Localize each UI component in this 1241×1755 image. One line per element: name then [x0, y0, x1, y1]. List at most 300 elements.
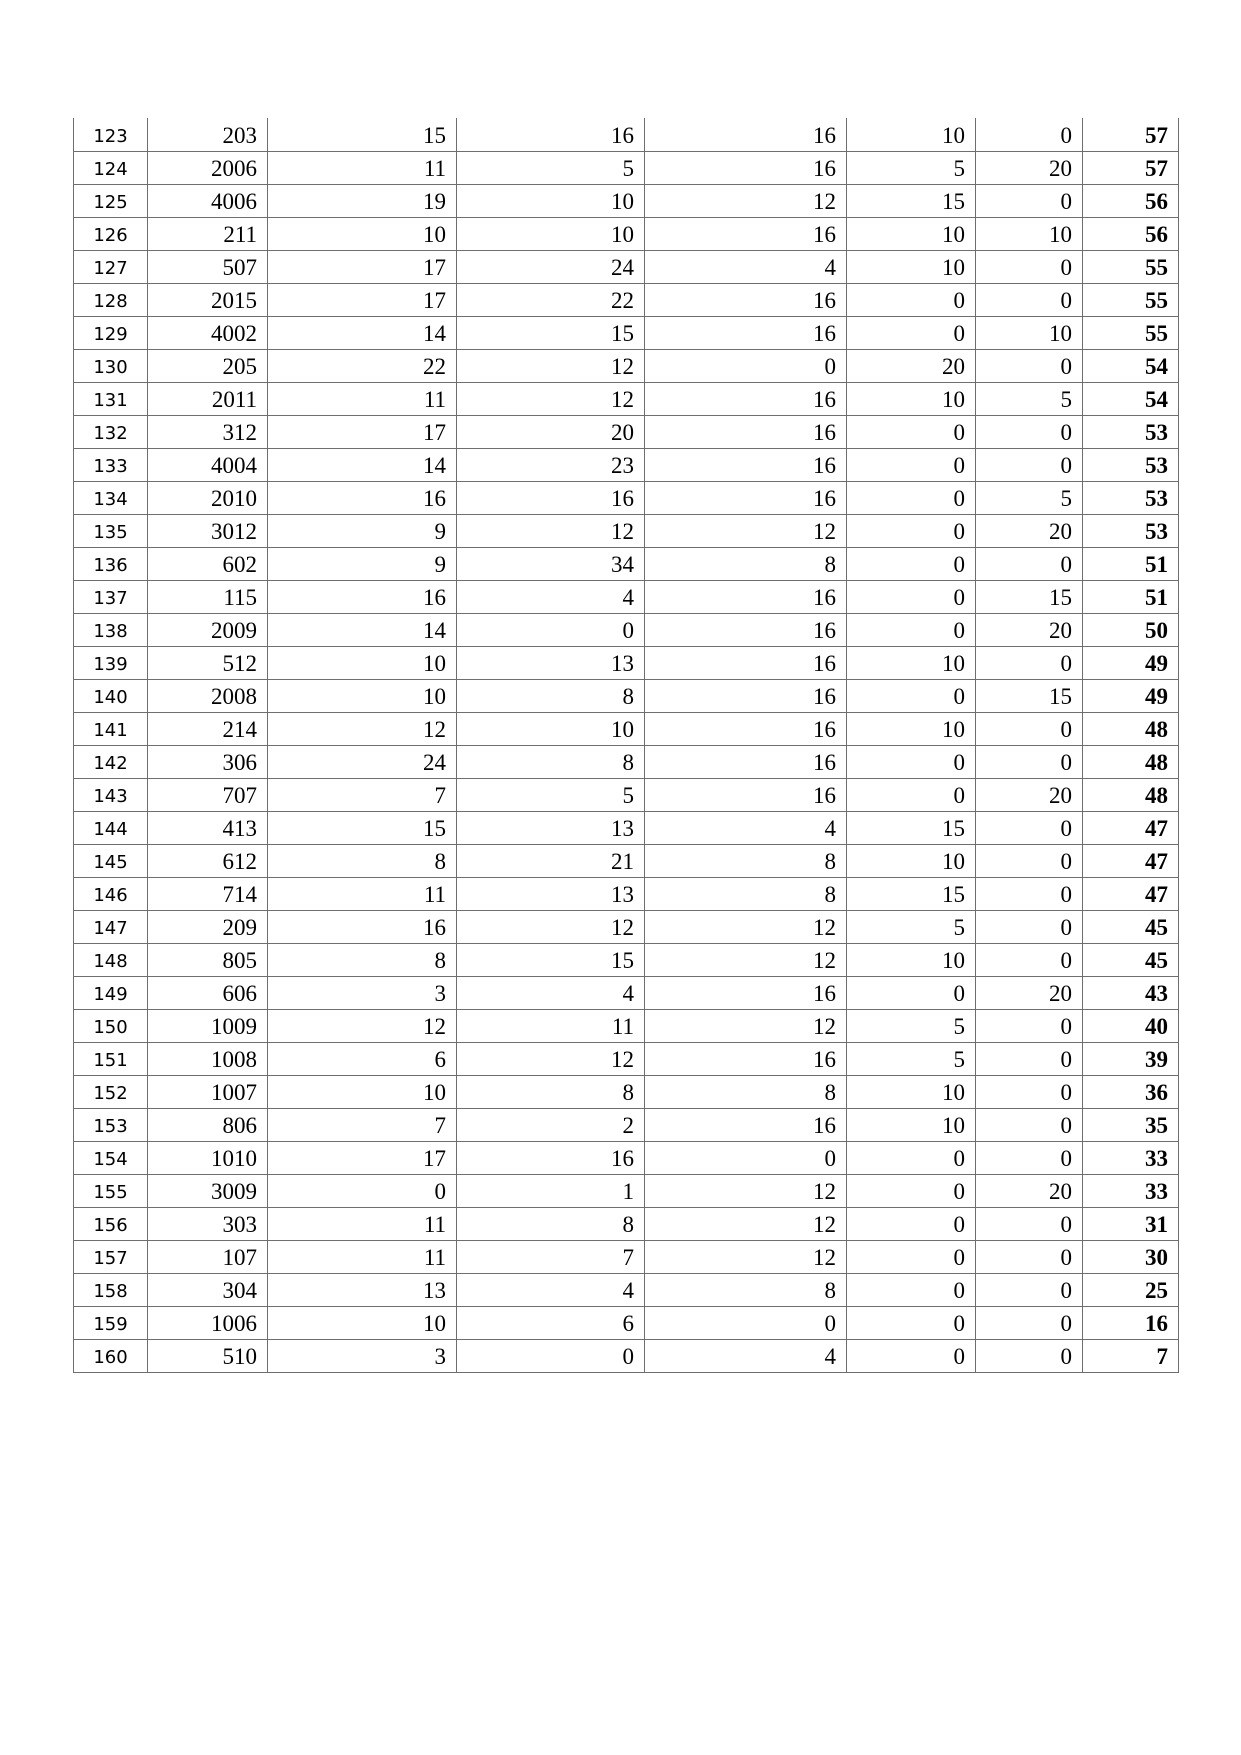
- score-4-cell: 0: [847, 1240, 976, 1273]
- rank-cell: 126: [74, 217, 148, 250]
- table-row: [74, 712, 1179, 745]
- score-5-cell: 5: [976, 382, 1083, 415]
- score-table-body: [74, 118, 1179, 1372]
- id-cell: 1010: [148, 1141, 268, 1174]
- table-row: [74, 415, 1179, 448]
- score-3-cell: 16: [645, 481, 847, 514]
- score-3-cell: 12: [645, 1240, 847, 1273]
- table-row: [74, 217, 1179, 250]
- table-row: [74, 1075, 1179, 1108]
- rank-cell: 159: [74, 1306, 148, 1339]
- table-row: [74, 547, 1179, 580]
- score-2-cell: 24: [457, 250, 645, 283]
- score-2-cell: 8: [457, 745, 645, 778]
- score-5-cell: 20: [976, 514, 1083, 547]
- table-row: [74, 976, 1179, 1009]
- score-2-cell: 1: [457, 1174, 645, 1207]
- total-cell: 55: [1083, 250, 1179, 283]
- score-5-cell: 0: [976, 1108, 1083, 1141]
- score-2-cell: 12: [457, 514, 645, 547]
- total-cell: 36: [1083, 1075, 1179, 1108]
- score-2-cell: 34: [457, 547, 645, 580]
- id-cell: 4006: [148, 184, 268, 217]
- score-2-cell: 8: [457, 679, 645, 712]
- score-4-cell: 10: [847, 1108, 976, 1141]
- score-5-cell: 0: [976, 1306, 1083, 1339]
- score-2-cell: 0: [457, 1339, 645, 1372]
- table-row: [74, 250, 1179, 283]
- rank-cell: 144: [74, 811, 148, 844]
- table-row: [74, 1009, 1179, 1042]
- score-1-cell: 13: [268, 1273, 457, 1306]
- score-3-cell: 8: [645, 1273, 847, 1306]
- score-1-cell: 8: [268, 844, 457, 877]
- score-5-cell: 0: [976, 415, 1083, 448]
- id-cell: 304: [148, 1273, 268, 1306]
- score-1-cell: 16: [268, 910, 457, 943]
- score-4-cell: 20: [847, 349, 976, 382]
- rank-cell: 127: [74, 250, 148, 283]
- score-5-cell: 0: [976, 1141, 1083, 1174]
- score-3-cell: 16: [645, 382, 847, 415]
- score-2-cell: 12: [457, 1042, 645, 1075]
- score-1-cell: 14: [268, 316, 457, 349]
- score-2-cell: 4: [457, 976, 645, 1009]
- score-4-cell: 0: [847, 481, 976, 514]
- score-5-cell: 10: [976, 316, 1083, 349]
- total-cell: 56: [1083, 217, 1179, 250]
- score-3-cell: 12: [645, 943, 847, 976]
- id-cell: 2015: [148, 283, 268, 316]
- score-2-cell: 15: [457, 943, 645, 976]
- score-1-cell: 9: [268, 547, 457, 580]
- score-2-cell: 10: [457, 712, 645, 745]
- score-1-cell: 15: [268, 118, 457, 151]
- id-cell: 211: [148, 217, 268, 250]
- rank-cell: 146: [74, 877, 148, 910]
- score-3-cell: 16: [645, 976, 847, 1009]
- rank-cell: 123: [74, 118, 148, 151]
- id-cell: 602: [148, 547, 268, 580]
- id-cell: 2009: [148, 613, 268, 646]
- rank-cell: 133: [74, 448, 148, 481]
- table-row: [74, 778, 1179, 811]
- rank-cell: 150: [74, 1009, 148, 1042]
- table-row: [74, 1042, 1179, 1075]
- rank-cell: 156: [74, 1207, 148, 1240]
- rank-cell: 153: [74, 1108, 148, 1141]
- score-4-cell: 0: [847, 283, 976, 316]
- table-row: [74, 877, 1179, 910]
- score-5-cell: 0: [976, 811, 1083, 844]
- total-cell: 53: [1083, 415, 1179, 448]
- score-1-cell: 3: [268, 1339, 457, 1372]
- table-row: [74, 679, 1179, 712]
- score-5-cell: 0: [976, 1009, 1083, 1042]
- rank-cell: 160: [74, 1339, 148, 1372]
- id-cell: 303: [148, 1207, 268, 1240]
- rank-cell: 151: [74, 1042, 148, 1075]
- score-1-cell: 11: [268, 1207, 457, 1240]
- score-4-cell: 10: [847, 844, 976, 877]
- id-cell: 306: [148, 745, 268, 778]
- id-cell: 714: [148, 877, 268, 910]
- id-cell: 2008: [148, 679, 268, 712]
- table-row: [74, 184, 1179, 217]
- id-cell: 2011: [148, 382, 268, 415]
- table-row: [74, 283, 1179, 316]
- id-cell: 507: [148, 250, 268, 283]
- table-row: [74, 1108, 1179, 1141]
- score-4-cell: 10: [847, 250, 976, 283]
- id-cell: 3009: [148, 1174, 268, 1207]
- score-2-cell: 11: [457, 1009, 645, 1042]
- score-table: [73, 118, 1179, 1373]
- score-1-cell: 12: [268, 712, 457, 745]
- score-1-cell: 11: [268, 877, 457, 910]
- score-3-cell: 16: [645, 217, 847, 250]
- table-row: [74, 910, 1179, 943]
- table-row: [74, 613, 1179, 646]
- total-cell: 45: [1083, 910, 1179, 943]
- score-5-cell: 0: [976, 184, 1083, 217]
- total-cell: 48: [1083, 712, 1179, 745]
- score-5-cell: 0: [976, 250, 1083, 283]
- table-row: [74, 1306, 1179, 1339]
- id-cell: 205: [148, 349, 268, 382]
- score-3-cell: 16: [645, 118, 847, 151]
- table-row: [74, 811, 1179, 844]
- id-cell: 512: [148, 646, 268, 679]
- rank-cell: 125: [74, 184, 148, 217]
- score-5-cell: 20: [976, 1174, 1083, 1207]
- id-cell: 4004: [148, 448, 268, 481]
- score-2-cell: 22: [457, 283, 645, 316]
- score-4-cell: 0: [847, 976, 976, 1009]
- score-1-cell: 10: [268, 679, 457, 712]
- rank-cell: 143: [74, 778, 148, 811]
- score-1-cell: 10: [268, 1075, 457, 1108]
- total-cell: 55: [1083, 316, 1179, 349]
- score-2-cell: 15: [457, 316, 645, 349]
- id-cell: 606: [148, 976, 268, 1009]
- score-1-cell: 7: [268, 778, 457, 811]
- score-3-cell: 16: [645, 448, 847, 481]
- score-4-cell: 0: [847, 778, 976, 811]
- score-4-cell: 10: [847, 217, 976, 250]
- rank-cell: 139: [74, 646, 148, 679]
- score-5-cell: 0: [976, 712, 1083, 745]
- rank-cell: 149: [74, 976, 148, 1009]
- total-cell: 56: [1083, 184, 1179, 217]
- rank-cell: 147: [74, 910, 148, 943]
- score-5-cell: 0: [976, 1207, 1083, 1240]
- score-3-cell: 0: [645, 1306, 847, 1339]
- score-3-cell: 8: [645, 547, 847, 580]
- total-cell: 47: [1083, 844, 1179, 877]
- score-3-cell: 16: [645, 679, 847, 712]
- rank-cell: 128: [74, 283, 148, 316]
- score-1-cell: 9: [268, 514, 457, 547]
- score-1-cell: 17: [268, 415, 457, 448]
- total-cell: 50: [1083, 613, 1179, 646]
- score-5-cell: 0: [976, 745, 1083, 778]
- id-cell: 1006: [148, 1306, 268, 1339]
- id-cell: 312: [148, 415, 268, 448]
- score-5-cell: 0: [976, 1339, 1083, 1372]
- score-5-cell: 0: [976, 349, 1083, 382]
- total-cell: 16: [1083, 1306, 1179, 1339]
- id-cell: 707: [148, 778, 268, 811]
- score-2-cell: 16: [457, 481, 645, 514]
- table-row: [74, 1339, 1179, 1372]
- total-cell: 53: [1083, 481, 1179, 514]
- score-1-cell: 16: [268, 580, 457, 613]
- total-cell: 48: [1083, 778, 1179, 811]
- table-row: [74, 514, 1179, 547]
- id-cell: 806: [148, 1108, 268, 1141]
- total-cell: 47: [1083, 811, 1179, 844]
- table-row: [74, 448, 1179, 481]
- score-5-cell: 0: [976, 1075, 1083, 1108]
- score-4-cell: 5: [847, 1042, 976, 1075]
- score-3-cell: 4: [645, 1339, 847, 1372]
- score-3-cell: 12: [645, 910, 847, 943]
- total-cell: 47: [1083, 877, 1179, 910]
- total-cell: 49: [1083, 646, 1179, 679]
- score-3-cell: 12: [645, 514, 847, 547]
- score-3-cell: 16: [645, 1108, 847, 1141]
- score-2-cell: 0: [457, 613, 645, 646]
- rank-cell: 130: [74, 349, 148, 382]
- score-5-cell: 20: [976, 976, 1083, 1009]
- score-3-cell: 8: [645, 1075, 847, 1108]
- table-row: [74, 1273, 1179, 1306]
- score-2-cell: 23: [457, 448, 645, 481]
- table-row: [74, 1174, 1179, 1207]
- total-cell: 35: [1083, 1108, 1179, 1141]
- score-5-cell: 20: [976, 778, 1083, 811]
- score-5-cell: 5: [976, 481, 1083, 514]
- score-3-cell: 16: [645, 580, 847, 613]
- score-1-cell: 10: [268, 1306, 457, 1339]
- score-3-cell: 16: [645, 646, 847, 679]
- id-cell: 1008: [148, 1042, 268, 1075]
- score-4-cell: 0: [847, 514, 976, 547]
- total-cell: 45: [1083, 943, 1179, 976]
- score-3-cell: 12: [645, 184, 847, 217]
- score-5-cell: 20: [976, 613, 1083, 646]
- score-1-cell: 0: [268, 1174, 457, 1207]
- table-row: [74, 151, 1179, 184]
- score-4-cell: 0: [847, 316, 976, 349]
- score-4-cell: 5: [847, 1009, 976, 1042]
- score-3-cell: 8: [645, 877, 847, 910]
- rank-cell: 135: [74, 514, 148, 547]
- id-cell: 2010: [148, 481, 268, 514]
- score-2-cell: 13: [457, 877, 645, 910]
- score-4-cell: 10: [847, 943, 976, 976]
- score-2-cell: 20: [457, 415, 645, 448]
- rank-cell: 158: [74, 1273, 148, 1306]
- total-cell: 39: [1083, 1042, 1179, 1075]
- score-4-cell: 0: [847, 415, 976, 448]
- score-3-cell: 16: [645, 778, 847, 811]
- score-4-cell: 0: [847, 1273, 976, 1306]
- score-3-cell: 16: [645, 712, 847, 745]
- total-cell: 48: [1083, 745, 1179, 778]
- score-3-cell: 16: [645, 415, 847, 448]
- total-cell: 53: [1083, 448, 1179, 481]
- score-3-cell: 16: [645, 613, 847, 646]
- id-cell: 805: [148, 943, 268, 976]
- score-1-cell: 14: [268, 613, 457, 646]
- score-2-cell: 16: [457, 118, 645, 151]
- table-row: [74, 1141, 1179, 1174]
- score-5-cell: 0: [976, 877, 1083, 910]
- score-1-cell: 17: [268, 250, 457, 283]
- score-5-cell: 0: [976, 1042, 1083, 1075]
- score-4-cell: 0: [847, 448, 976, 481]
- table-row: [74, 349, 1179, 382]
- score-2-cell: 12: [457, 382, 645, 415]
- score-2-cell: 10: [457, 184, 645, 217]
- id-cell: 214: [148, 712, 268, 745]
- score-3-cell: 4: [645, 250, 847, 283]
- score-1-cell: 11: [268, 382, 457, 415]
- id-cell: 209: [148, 910, 268, 943]
- score-3-cell: 16: [645, 745, 847, 778]
- table-row: [74, 382, 1179, 415]
- score-4-cell: 0: [847, 1174, 976, 1207]
- score-3-cell: 8: [645, 844, 847, 877]
- score-4-cell: 15: [847, 877, 976, 910]
- rank-cell: 145: [74, 844, 148, 877]
- score-5-cell: 0: [976, 844, 1083, 877]
- score-3-cell: 16: [645, 316, 847, 349]
- total-cell: 33: [1083, 1141, 1179, 1174]
- rank-cell: 136: [74, 547, 148, 580]
- score-4-cell: 0: [847, 1207, 976, 1240]
- score-5-cell: 0: [976, 1240, 1083, 1273]
- total-cell: 40: [1083, 1009, 1179, 1042]
- score-3-cell: 16: [645, 1042, 847, 1075]
- rank-cell: 131: [74, 382, 148, 415]
- score-5-cell: 0: [976, 943, 1083, 976]
- score-3-cell: 4: [645, 811, 847, 844]
- rank-cell: 124: [74, 151, 148, 184]
- table-row: [74, 118, 1179, 151]
- score-1-cell: 10: [268, 217, 457, 250]
- score-2-cell: 21: [457, 844, 645, 877]
- score-2-cell: 10: [457, 217, 645, 250]
- score-5-cell: 0: [976, 646, 1083, 679]
- total-cell: 30: [1083, 1240, 1179, 1273]
- score-2-cell: 7: [457, 1240, 645, 1273]
- score-1-cell: 17: [268, 283, 457, 316]
- score-1-cell: 3: [268, 976, 457, 1009]
- id-cell: 1009: [148, 1009, 268, 1042]
- id-cell: 3012: [148, 514, 268, 547]
- score-2-cell: 5: [457, 151, 645, 184]
- score-4-cell: 5: [847, 910, 976, 943]
- score-2-cell: 4: [457, 1273, 645, 1306]
- score-4-cell: 5: [847, 151, 976, 184]
- score-2-cell: 16: [457, 1141, 645, 1174]
- score-5-cell: 20: [976, 151, 1083, 184]
- score-2-cell: 8: [457, 1207, 645, 1240]
- score-2-cell: 12: [457, 910, 645, 943]
- score-2-cell: 13: [457, 811, 645, 844]
- id-cell: 1007: [148, 1075, 268, 1108]
- table-row: [74, 1240, 1179, 1273]
- id-cell: 612: [148, 844, 268, 877]
- total-cell: 53: [1083, 514, 1179, 547]
- total-cell: 49: [1083, 679, 1179, 712]
- score-5-cell: 0: [976, 448, 1083, 481]
- score-4-cell: 0: [847, 745, 976, 778]
- rank-cell: 134: [74, 481, 148, 514]
- score-5-cell: 15: [976, 679, 1083, 712]
- score-1-cell: 15: [268, 811, 457, 844]
- score-5-cell: 0: [976, 910, 1083, 943]
- total-cell: 43: [1083, 976, 1179, 1009]
- score-4-cell: 15: [847, 811, 976, 844]
- score-4-cell: 10: [847, 382, 976, 415]
- table-row: [74, 1207, 1179, 1240]
- id-cell: 510: [148, 1339, 268, 1372]
- rank-cell: 154: [74, 1141, 148, 1174]
- score-3-cell: 12: [645, 1207, 847, 1240]
- score-2-cell: 12: [457, 349, 645, 382]
- total-cell: 25: [1083, 1273, 1179, 1306]
- total-cell: 54: [1083, 349, 1179, 382]
- table-row: [74, 745, 1179, 778]
- score-2-cell: 5: [457, 778, 645, 811]
- score-5-cell: 0: [976, 283, 1083, 316]
- score-1-cell: 10: [268, 646, 457, 679]
- score-4-cell: 0: [847, 580, 976, 613]
- score-1-cell: 11: [268, 151, 457, 184]
- score-3-cell: 12: [645, 1174, 847, 1207]
- total-cell: 51: [1083, 580, 1179, 613]
- score-2-cell: 8: [457, 1075, 645, 1108]
- id-cell: 413: [148, 811, 268, 844]
- score-5-cell: 0: [976, 547, 1083, 580]
- score-1-cell: 11: [268, 1240, 457, 1273]
- score-5-cell: 0: [976, 118, 1083, 151]
- rank-cell: 155: [74, 1174, 148, 1207]
- rank-cell: 141: [74, 712, 148, 745]
- table-row: [74, 943, 1179, 976]
- score-4-cell: 10: [847, 646, 976, 679]
- score-2-cell: 4: [457, 580, 645, 613]
- rank-cell: 137: [74, 580, 148, 613]
- score-4-cell: 0: [847, 1141, 976, 1174]
- score-5-cell: 15: [976, 580, 1083, 613]
- rank-cell: 132: [74, 415, 148, 448]
- id-cell: 2006: [148, 151, 268, 184]
- score-5-cell: 0: [976, 1273, 1083, 1306]
- id-cell: 107: [148, 1240, 268, 1273]
- table-row: [74, 481, 1179, 514]
- score-1-cell: 7: [268, 1108, 457, 1141]
- id-cell: 4002: [148, 316, 268, 349]
- score-4-cell: 0: [847, 613, 976, 646]
- score-1-cell: 16: [268, 481, 457, 514]
- score-4-cell: 0: [847, 1339, 976, 1372]
- score-1-cell: 8: [268, 943, 457, 976]
